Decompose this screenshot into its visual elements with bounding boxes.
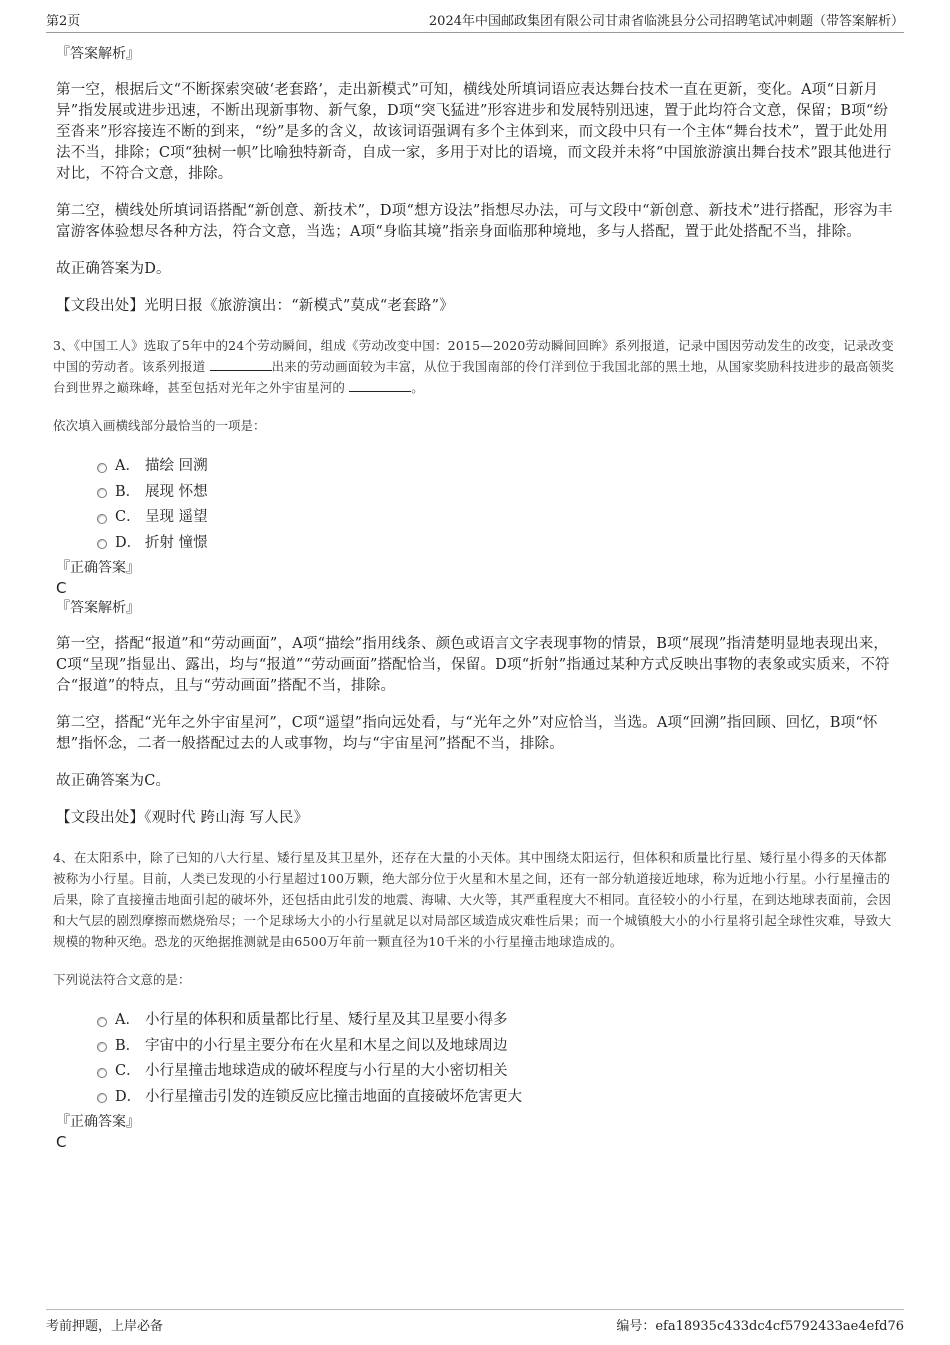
q3-prompt: 依次填入画横线部分最恰当的一项是：	[53, 418, 266, 433]
q4-answer: C	[56, 1133, 67, 1151]
question-3	[53, 335, 896, 434]
radio-button[interactable]	[97, 1017, 107, 1027]
q3-analysis-p1: 第一空，搭配“报道”和“劳动画面”，A项“描绘”指用线条、颜色或语言文字表现事物的情景，B项“展现”指清楚明显地表现出来，C项“呈现”指显出、露出，均与“报道”“劳动画面”搭配恰当，保留。D项“折射”指通过某种方式反映出事物的表象或实质来，不符合“报道”的特点，且与“劳动画面”搭配不当，排除。	[56, 636, 890, 694]
page-content	[53, 44, 896, 1152]
radio-button[interactable]	[97, 514, 107, 524]
footer-slogan: 考前押题，上岸必备	[46, 1319, 164, 1334]
radio-button[interactable]	[97, 463, 107, 473]
q4-text: 4、在太阳系中，除了已知的八大行星、矮行星及其卫星外，还存在大量的小天体。其中围绕太阳运行，但体积和质量比行星、矮行星小得多的天体都被称为小行星。目前，人类已发现的小行星超过100万颗，绝大部分位于火星和木星之间，还有一部分轨道接近地球，称为近地小行星。小行星撞击的后果，除了直接撞击地面引起的破坏外，还包括由此引发的地震、海啸、大火等，其严重程度大不相同。直径较小的小行星，在到达地球表面前，会因和大气层的剧烈摩擦而燃烧殆尽；一个足球场大小的小行星就足以对局部区域造成灾难性后果；而一个城镇般大小的小行星将引起全球性灾难，导致大规模的物种灭绝。恐龙的灭绝据推测就是由6500万年前一颗直径为10千米的小行星撞击地球造成的。	[53, 850, 892, 949]
q3-answer-label: 『正确答案』	[56, 560, 140, 576]
q3-blank-1	[210, 357, 272, 371]
q4-option-c[interactable]: C． 小行星撞击地球造成的破坏程度与小行星的大小密切相关	[56, 1057, 896, 1083]
radio-button[interactable]	[97, 539, 107, 549]
q4-option-d[interactable]: D． 小行星撞击引发的连锁反应比撞击地面的直接破坏危害更大	[56, 1083, 896, 1109]
q4-answer-label: 『正确答案』	[56, 1114, 140, 1130]
q3-option-c[interactable]: C． 呈现 遥望	[56, 503, 896, 529]
q2-conclusion: 故正确答案为D。	[56, 261, 171, 277]
q3-text: 3、《中国工人》选取了5年中的24个劳动瞬间，组成《劳动改变中国：2015—2020劳动瞬间回眸》系列报道，记录中国因劳动发生的改变，记录改变中国的劳动者。该系列报道 出来的劳动画面较为丰富，从位于我国南部的伶仃洋到位于我国北部的黑土地，从国家奖励科技进步的最高领奖台到世界之巅珠峰，甚至包括对光年之外宇宙星河的 。	[53, 338, 894, 395]
q3-options	[56, 452, 896, 554]
q3-answer: C	[56, 579, 67, 597]
question-4	[53, 847, 896, 988]
document-title: 2024年中国邮政集团有限公司甘肃省临洮县分公司招聘笔试冲刺题（带答案解析）	[428, 14, 904, 29]
page-footer	[46, 1309, 904, 1334]
radio-button[interactable]	[97, 1068, 107, 1078]
q3-analysis-label: 『答案解析』	[56, 600, 140, 616]
q3-option-d[interactable]: D． 折射 憧憬	[56, 529, 896, 555]
q4-option-b[interactable]: B． 宇宙中的小行星主要分布在火星和木星之间以及地球周边	[56, 1032, 896, 1058]
q4-option-a[interactable]: A． 小行星的体积和质量都比行星、矮行星及其卫星要小得多	[56, 1006, 896, 1032]
page-header	[46, 10, 904, 33]
q3-source: 【文段出处】《观时代 跨山海 写人民》	[56, 810, 309, 826]
q3-analysis-p2: 第二空，搭配“光年之外宇宙星河”，C项“遥望”指向远处看，与“光年之外”对应恰当，当选。A项“回溯”指回顾、回忆，B项“怀想”指怀念，二者一般搭配过去的人或事物，均与“宇宙星河”搭配不当，排除。	[56, 715, 878, 752]
q3-option-b[interactable]: B． 展现 怀想	[56, 478, 896, 504]
radio-button[interactable]	[97, 1042, 107, 1052]
radio-button[interactable]	[97, 1093, 107, 1103]
page-number: 第2页	[46, 14, 81, 29]
document-id: 编号：efa18935c433dc4cf5792433ae4efd76	[616, 1319, 904, 1334]
q2-analysis-p2: 第二空，横线处所填词语搭配“新创意、新技术”，D项“想方设法”指想尽办法，可与文段中“新创意、新技术”进行搭配，形容为丰富游客体验想尽各种方法，符合文意，当选；A项“身临其境”指亲身面临那种境地，多与人搭配，置于此处搭配不当，排除。	[56, 203, 893, 240]
radio-button[interactable]	[97, 488, 107, 498]
q2-analysis-label: 『答案解析』	[56, 46, 140, 62]
q3-blank-2	[349, 378, 411, 392]
q2-analysis-p1: 第一空，根据后文“不断探索突破‘老套路’，走出新模式”可知，横线处所填词语应表达舞台技术一直在更新，变化。A项“日新月异”指发展或进步迅速，不断出现新事物、新气象，D项“突飞猛进”形容进步和发展特别迅速，置于此均符合文意，保留；B项“纷至沓来”形容接连不断的到来，“纷”是多的含义，故该词语强调有多个主体到来，而文段中只有一个主体“舞台技术”，置于此处用法不当，排除；C项“独树一帜”比喻独特新奇，自成一家，多用于对比的语境，而文段并未将“中国旅游演出舞台技术”跟其他进行对比，不符合文意，排除。	[56, 82, 892, 182]
q3-option-a[interactable]: A． 描绘 回溯	[56, 452, 896, 478]
q2-source: 【文段出处】光明日报《旅游演出：“新模式”莫成“老套路”》	[56, 298, 454, 314]
q4-prompt: 下列说法符合文意的是：	[53, 972, 191, 987]
q4-options	[56, 1006, 896, 1108]
q3-conclusion: 故正确答案为C。	[56, 773, 171, 789]
